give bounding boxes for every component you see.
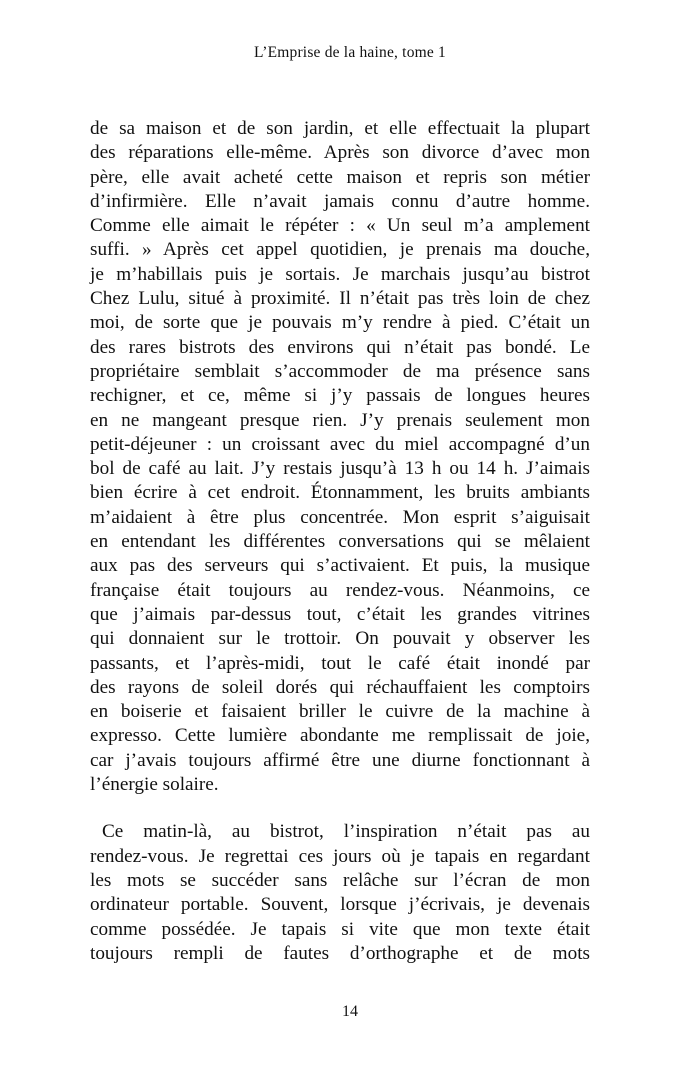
text-line: toujours rempli de fautes d’orthographe et de mots	[90, 942, 590, 964]
text-line: rechigner, et ce, même si j’y passais de longues heures	[90, 385, 590, 407]
body-text	[90, 117, 590, 966]
text-line: en boiserie et faisaient briller le cuivre de la machine à	[90, 701, 590, 723]
text-line: petit-déjeuner : un croissant avec du miel accompagné d’un	[90, 433, 590, 455]
text-line: des rares bistrots des environs qui n’était pas bondé. Le	[90, 336, 590, 358]
text-line: des réparations elle-même. Après son divorce d’avec mon	[90, 142, 590, 164]
text-line: père, elle avait acheté cette maison et repris son métier	[90, 166, 590, 188]
paragraph-2	[90, 820, 590, 966]
text-line: moi, de sorte que je pouvais m’y rendre à pied. C’était un	[90, 312, 590, 334]
text-line: l’énergie solaire.	[90, 774, 219, 796]
text-line: que j’aimais par-dessus tout, c’était les grandes vitrines	[90, 603, 590, 625]
text-line: Ce matin-là, au bistrot, l’inspiration n’était pas au	[102, 821, 590, 843]
text-line: je m’habillais puis je sortais. Je marchais jusqu’au bistrot	[90, 263, 590, 285]
text-line: propriétaire semblait s’accommoder de ma présence sans	[90, 360, 590, 382]
text-line: des rayons de soleil dorés qui réchauffaient les comptoirs	[90, 676, 590, 698]
running-header: L’Emprise de la haine, tome 1	[253, 44, 447, 61]
text-line: ordinateur portable. Souvent, lorsque j’écrivais, je devenais	[90, 894, 590, 916]
text-line: les mots se succéder sans relâche sur l’écran de mon	[90, 869, 590, 891]
text-line: française était toujours au rendez-vous. Néanmoins, ce	[90, 579, 590, 601]
text-line: d’infirmière. Elle n’avait jamais connu d’autre homme.	[90, 190, 590, 212]
text-line: passants, et l’après-midi, tout le café était inondé par	[90, 652, 590, 674]
text-line: bien écrire à cet endroit. Étonnamment, les bruits ambiants	[90, 482, 590, 504]
text-line: Comme elle aimait le répéter : « Un seul m’a amplement	[90, 215, 590, 237]
text-line: aux pas des serveurs qui s’activaient. Et puis, la musique	[90, 555, 590, 577]
text-line: de sa maison et de son jardin, et elle effectuait la plupart	[90, 118, 590, 139]
text-line: qui donnaient sur le trottoir. On pouvait y observer les	[90, 628, 590, 650]
text-line: m’aidaient à être plus concentrée. Mon esprit s’aiguisait	[90, 506, 590, 528]
text-line: suffi. » Après cet appel quotidien, je prenais ma douche,	[90, 239, 590, 261]
text-line: car j’avais toujours affirmé être une diurne fonctionnant à	[90, 749, 590, 771]
text-line: en ne mangeant presque rien. J’y prenais seulement mon	[90, 409, 590, 431]
text-line: Chez Lulu, situé à proximité. Il n’était pas très loin de chez	[90, 288, 590, 310]
text-line: en entendant les différentes conversations qui se mêlaient	[90, 531, 590, 553]
text-line: expresso. Cette lumière abondante me remplissait de joie,	[90, 725, 590, 747]
page-number: 14	[342, 1003, 358, 1020]
text-line: bol de café au lait. J’y restais jusqu’à 13 h ou 14 h. J’aimais	[90, 458, 590, 480]
text-line: rendez-vous. Je regrettai ces jours où je tapais en regardant	[90, 845, 590, 867]
paragraph-1	[90, 117, 590, 797]
text-line: comme possédée. Je tapais si vite que mon texte était	[90, 918, 590, 940]
